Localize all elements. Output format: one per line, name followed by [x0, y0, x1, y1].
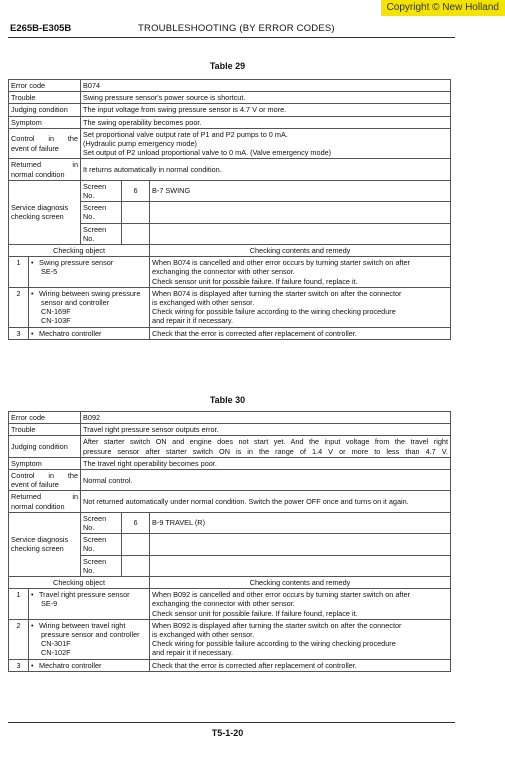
text-line: is exchanged with other sensor. — [152, 298, 255, 308]
error-code-value: B074 — [81, 80, 451, 92]
label-trouble: Trouble — [9, 424, 81, 436]
check-object-text: Wiring between travel right — [39, 620, 126, 630]
screen-number: 6 — [122, 512, 150, 533]
row-check-item — [9, 659, 451, 671]
check-object — [29, 327, 150, 339]
label-returned — [9, 159, 81, 180]
text-line: Check sensor unit for possible failure. If failure found, replace it. — [152, 276, 358, 286]
screen-label — [81, 180, 122, 201]
row-judging — [9, 436, 451, 457]
text-line: When B074 is displayed after turning the starter switch on after the connector — [152, 288, 402, 298]
label-error-code: Error code — [9, 80, 81, 92]
row-error-code — [9, 80, 451, 92]
screen-value — [150, 223, 451, 244]
text-line: After starter switch ON and engine does not start yet. And the input voltage from the travel right — [83, 437, 448, 447]
screen-label-b: No. — [83, 212, 95, 222]
check-object-line: CN-103F — [41, 316, 71, 326]
check-object-line: pressure sensor and controller — [41, 630, 140, 640]
label-symptom: Symptom — [9, 457, 81, 469]
screen-value: B-7 SWING — [150, 180, 451, 201]
check-object — [29, 619, 150, 659]
row-screen — [9, 180, 451, 201]
label-control — [9, 128, 81, 159]
label-line: event of failure — [11, 143, 59, 153]
text-line: Check that the error is corrected after replacement of controller. — [152, 328, 357, 338]
row-check-item — [9, 327, 451, 339]
check-object-line: • Wiring between swing pressure — [31, 288, 141, 298]
screen-label-b: No. — [83, 191, 95, 201]
row-returned — [9, 491, 451, 512]
screen-number: 6 — [122, 180, 150, 201]
check-object-line: SE-9 — [41, 599, 58, 609]
copyright-badge: Copyright © New Holland — [381, 0, 505, 16]
screen-number — [122, 555, 150, 576]
row-check-item — [9, 619, 451, 659]
text-line: When B092 is displayed after turning the starter switch on after the connector — [152, 620, 402, 630]
check-remedy — [150, 589, 451, 620]
text-line: and repair it if necessary. — [152, 648, 233, 658]
label-error-code: Error code — [9, 412, 81, 424]
text-line: Check wiring for possible failure according to the wiring checking procedure — [152, 307, 396, 317]
check-contents-header: Checking contents and remedy — [150, 245, 451, 257]
check-object-line: • Mechatro controller — [31, 328, 102, 338]
label-trouble: Trouble — [9, 92, 81, 104]
label-line: checking screen — [11, 544, 64, 554]
check-object-header: Checking object — [9, 245, 150, 257]
check-item-number: 1 — [9, 257, 29, 288]
check-remedy — [150, 287, 451, 327]
table-caption: Table 30 — [209, 395, 246, 405]
text-line: exchanging the connector with other sensor. — [152, 599, 295, 609]
screen-number — [122, 223, 150, 244]
label-line: Returned in — [11, 492, 79, 502]
text-line: The input voltage from swing pressure sensor is 4.7 V or more. — [83, 105, 287, 115]
label-returned — [9, 491, 81, 512]
text-line: and repair it if necessary. — [152, 316, 233, 326]
footer-rule — [8, 722, 455, 723]
trouble-value: Travel right pressure sensor outputs error. — [81, 424, 451, 436]
screen-label-a: Screen — [83, 224, 107, 234]
check-item-number: 1 — [9, 589, 29, 620]
error-table — [8, 411, 451, 672]
screen-value — [150, 555, 451, 576]
row-control — [9, 128, 451, 159]
text-line: Check wiring for possible failure according to the wiring checking procedure — [152, 639, 396, 649]
screen-label-a: Screen — [83, 535, 107, 545]
row-returned — [9, 159, 451, 180]
label-line: Service diagnosis — [11, 535, 69, 545]
check-item-number: 2 — [9, 619, 29, 659]
error-table — [8, 79, 451, 340]
label-line: event of failure — [11, 480, 59, 490]
screen-value — [150, 534, 451, 555]
text-line: pressure sensor after starter switch ON is in the range of 1.4 V or more to less than 4.7 V. — [83, 446, 448, 456]
label-service — [9, 180, 81, 244]
screen-label-b: No. — [83, 544, 95, 554]
row-error-code — [9, 412, 451, 424]
trouble-value: Swing pressure sensor's power source is shortcut. — [81, 92, 451, 104]
screen-label-a: Screen — [83, 513, 107, 523]
text-line: Set proportional valve output rate of P1 and P2 pumps to 0 mA. — [83, 129, 288, 139]
label-service — [9, 512, 81, 576]
text-line: (Hydraulic pump emergency mode) — [83, 139, 197, 149]
row-judging — [9, 104, 451, 116]
row-check-item — [9, 257, 451, 288]
control-value — [81, 128, 451, 159]
row-symptom — [9, 457, 451, 469]
text-line: Check that the error is corrected after replacement of controller. — [152, 660, 357, 670]
judging-value — [81, 436, 451, 457]
label-control — [9, 470, 81, 491]
screen-label — [81, 202, 122, 223]
label-line: checking screen — [11, 212, 64, 222]
row-control — [9, 470, 451, 491]
text-line: Set output of P2 unload proportional valve to 0 mA. (Valve emergency mode) — [83, 148, 332, 158]
model-code: E265B-E305B — [10, 23, 72, 34]
check-object-header: Checking object — [9, 577, 150, 589]
row-symptom — [9, 116, 451, 128]
check-object-line: • Mechatro controller — [31, 660, 102, 670]
check-object-line: • Wiring between travel right — [31, 620, 126, 630]
check-object-text: Mechatro controller — [39, 660, 102, 670]
screen-label-a: Screen — [83, 556, 107, 566]
check-item-number: 3 — [9, 327, 29, 339]
page-number: T5-1-20 — [211, 728, 244, 738]
check-object-text: Wiring between swing pressure — [39, 288, 141, 298]
screen-label-b: No. — [83, 523, 95, 533]
symptom-value: The swing operability becomes poor. — [81, 116, 451, 128]
row-trouble — [9, 92, 451, 104]
check-contents-header: Checking contents and remedy — [150, 577, 451, 589]
check-object-line: • Swing pressure sensor — [31, 258, 114, 268]
check-remedy — [150, 619, 451, 659]
control-value — [81, 470, 451, 491]
check-remedy — [150, 659, 451, 671]
text-line: exchanging the connector with other sensor. — [152, 267, 295, 277]
check-object — [29, 287, 150, 327]
check-object-line: • Travel right pressure sensor — [31, 590, 130, 600]
check-object — [29, 257, 150, 288]
symptom-value: The travel right operability becomes poor. — [81, 457, 451, 469]
check-remedy — [150, 257, 451, 288]
row-check-header — [9, 245, 451, 257]
screen-value: B-9 TRAVEL (R) — [150, 512, 451, 533]
table-caption: Table 29 — [209, 61, 246, 71]
screen-label — [81, 512, 122, 533]
label-line: Control in the — [11, 134, 79, 144]
check-object-line: CN-169F — [41, 307, 71, 317]
label-line: Control in the — [11, 471, 79, 481]
returned-value: It returns automatically in normal condition. — [81, 159, 451, 180]
screen-label-b: No. — [83, 565, 95, 575]
screen-label — [81, 223, 122, 244]
text-line: Check sensor unit for possible failure. If failure found, replace it. — [152, 608, 358, 618]
row-check-item — [9, 287, 451, 327]
check-object-line: CN-301F — [41, 639, 71, 649]
check-object — [29, 659, 150, 671]
error-code-value: B092 — [81, 412, 451, 424]
screen-label-a: Screen — [83, 203, 107, 213]
label-judging: Judging condition — [9, 104, 81, 116]
header-rule — [8, 37, 455, 38]
page-title: TROUBLESHOOTING (BY ERROR CODES) — [138, 23, 335, 34]
text-line: Normal control. — [83, 475, 133, 485]
check-object-text: Travel right pressure sensor — [39, 590, 130, 600]
check-remedy — [150, 327, 451, 339]
screen-label — [81, 555, 122, 576]
screen-label-a: Screen — [83, 181, 107, 191]
screen-value — [150, 202, 451, 223]
check-object-line: sensor and controller — [41, 298, 110, 308]
label-line: normal condition — [11, 169, 65, 179]
label-symptom: Symptom — [9, 116, 81, 128]
check-item-number: 3 — [9, 659, 29, 671]
row-check-item — [9, 589, 451, 620]
check-object-line: CN-102F — [41, 648, 71, 658]
screen-label — [81, 534, 122, 555]
label-line: Service diagnosis — [11, 203, 69, 213]
returned-value: Not returned automatically under normal condition. Switch the power OFF once and turns on it again. — [81, 491, 451, 512]
check-object — [29, 589, 150, 620]
screen-number — [122, 534, 150, 555]
text-line: When B074 is cancelled and other error occurs by turning starter switch on after — [152, 258, 410, 268]
row-check-header — [9, 577, 451, 589]
text-line: When B092 is cancelled and other error occurs by turning starter switch on after — [152, 590, 410, 600]
label-line: Returned in — [11, 160, 79, 170]
judging-value — [81, 104, 451, 116]
screen-label-b: No. — [83, 233, 95, 243]
label-line: normal condition — [11, 501, 65, 511]
check-item-number: 2 — [9, 287, 29, 327]
text-line: is exchanged with other sensor. — [152, 630, 255, 640]
check-object-text: Swing pressure sensor — [39, 258, 114, 268]
screen-number — [122, 202, 150, 223]
row-screen — [9, 512, 451, 533]
label-judging: Judging condition — [9, 436, 81, 457]
check-object-text: Mechatro controller — [39, 328, 102, 338]
check-object-line: SE-5 — [41, 267, 58, 277]
row-trouble — [9, 424, 451, 436]
